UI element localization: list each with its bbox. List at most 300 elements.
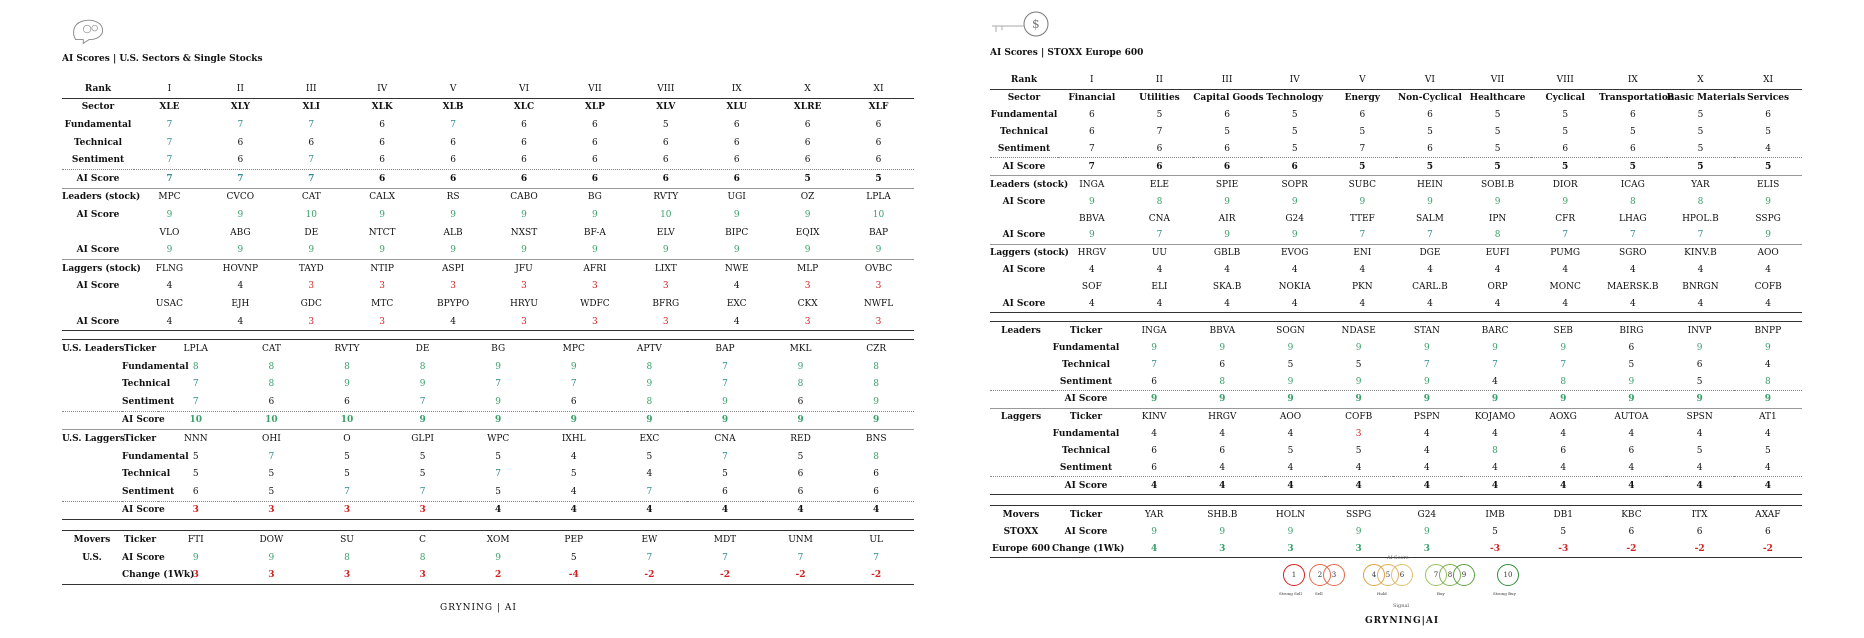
row-label: AI Score [122, 411, 158, 430]
row-label: Fundamental [122, 361, 189, 372]
cell-ai_score: 7 [276, 169, 347, 188]
cell-g_tickers: COFB [1345, 412, 1373, 423]
cell-usl_tickers: APTV [636, 344, 662, 355]
cell-laggers2_score: 4 [205, 313, 276, 331]
cell-technical: 6 [521, 137, 527, 148]
cell-usg_sentiment: 7 [612, 483, 688, 501]
blank-cell [62, 448, 122, 466]
cell-g_technical: 6 [1560, 446, 1567, 457]
row-label: Fundamental [64, 119, 132, 130]
cell-leaders2_score: 9 [134, 241, 205, 259]
cell-ranks: XI [843, 80, 914, 98]
cell-l_tickers: BBVA [1209, 325, 1236, 336]
cell-sentiment: 5 [1667, 141, 1735, 158]
cell-ranks: VI [1396, 72, 1464, 89]
cell-mov_tickers: HOLN [1275, 509, 1306, 520]
cell-leaders1: SOBI.B [1480, 179, 1515, 190]
cell-leaders1: CAT [301, 192, 321, 203]
table-row [62, 448, 914, 466]
cell-technical: 7 [1156, 127, 1163, 138]
cell-l_fundamental: 9 [1696, 342, 1703, 353]
table-row [62, 430, 914, 448]
cell-usg_sentiment: 6 [763, 483, 839, 501]
table-row [990, 279, 1802, 296]
cell-mov_ai: 9 [1151, 526, 1157, 537]
cell-g_fundamental: 4 [1628, 429, 1635, 440]
cell-ai_score: 6 [1193, 158, 1261, 176]
cell-usl_technical: 8 [797, 379, 804, 390]
cell-ai_score: 5 [1396, 158, 1464, 176]
cell-mov_change: 3 [1256, 540, 1324, 557]
blank-cell [62, 358, 122, 376]
cell-sectors: Basic Materials [1666, 93, 1746, 104]
cell-usl_technical: 7 [495, 379, 502, 390]
cell-laggers1: KINV.B [1684, 248, 1717, 259]
cell-mov_tickers: SSPG [1345, 509, 1372, 520]
cell-usg_tickers: RED [790, 434, 811, 445]
cell-leaders2: ALB [443, 227, 463, 238]
cell-laggers2_score: 4 [1261, 296, 1329, 313]
cell-leaders1_score: 9 [166, 209, 173, 220]
cell-usl_ai: 9 [763, 411, 839, 430]
cell-laggers1: UU [1151, 248, 1168, 259]
cell-leaders1_score: 9 [1291, 196, 1298, 207]
blank-cell [62, 295, 134, 313]
cell-technical: 6 [237, 137, 244, 148]
cell-usg_tickers: IXHL [561, 434, 586, 445]
cell-g_fundamental: 4 [1492, 429, 1498, 440]
blank-cell [62, 411, 122, 430]
cell-ai_score: 6 [347, 169, 418, 188]
cell-mov_tickers: UL [869, 535, 883, 546]
cell-l_ai: 9 [1666, 391, 1734, 409]
europe-panel [990, 10, 1802, 558]
cell-ai_score: 5 [772, 169, 843, 188]
cell-usg_tickers: GLPI [411, 434, 434, 445]
cell-usg_ai: 4 [536, 501, 612, 520]
cell-l_fundamental: 9 [1423, 342, 1430, 353]
row-label: Laggers (stock) [62, 263, 141, 274]
cell-technical: 5 [1291, 127, 1298, 138]
legend-signal: Signal [1393, 603, 1410, 609]
cell-leaders2: BBVA [1079, 213, 1105, 224]
cell-mov_change: 3 [234, 566, 310, 584]
cell-usl_ai: 9 [838, 411, 914, 430]
movers-label: Movers [1002, 509, 1040, 520]
cell-g_sentiment: 4 [1256, 460, 1324, 477]
cell-usg_sentiment: 6 [838, 483, 914, 501]
cell-mov_ai: 7 [797, 552, 804, 563]
cell-technical: 5 [1765, 127, 1771, 138]
cell-mov_ai: 5 [1560, 526, 1567, 537]
cell-ai_score: 6 [1126, 158, 1194, 176]
cell-technical: 6 [733, 137, 740, 148]
cell-g_tickers: PSPN [1413, 412, 1440, 423]
row-label: AI Score [62, 313, 134, 331]
cell-usg_sentiment: 6 [158, 483, 234, 501]
cell-mov_change: 3 [158, 566, 234, 584]
cell-sentiment: 7 [276, 151, 347, 169]
cell-ranks: V [418, 80, 489, 98]
cell-ai_score: 7 [134, 169, 205, 188]
cell-technical: 6 [804, 137, 811, 148]
cell-mov_ai: 7 [873, 552, 880, 563]
row-label: Fundamental [122, 451, 189, 462]
cell-leaders2_score: 9 [701, 241, 772, 259]
cell-ranks: V [1329, 72, 1397, 89]
cell-leaders1_score: 10 [872, 209, 885, 220]
cell-fundamental: 6 [1088, 110, 1095, 121]
cell-technical: 6 [1088, 127, 1095, 138]
cell-leaders1: CALX [369, 192, 396, 203]
cell-laggers2: EJH [231, 298, 250, 309]
cell-leaders1_score: 9 [1427, 196, 1433, 207]
movers-sub-label: U.S. [82, 552, 102, 563]
cell-ranks: X [1667, 72, 1735, 89]
us-sector-table [62, 80, 914, 331]
cell-fundamental: 6 [379, 119, 386, 130]
cell-laggers2: BFRG [652, 298, 680, 309]
row-label: Change (1Wk) [1052, 540, 1120, 557]
cell-l_fundamental: 9 [1560, 342, 1567, 353]
cell-ai_score: 5 [1599, 158, 1667, 176]
cell-laggers2_score: 4 [1058, 296, 1126, 313]
cell-fundamental: 6 [875, 119, 882, 130]
cell-leaders1: RS [446, 192, 460, 203]
row-label: Rank [990, 72, 1058, 89]
cell-fundamental: 5 [662, 119, 669, 130]
cell-g_tickers: SPSN [1686, 412, 1713, 423]
table-row [62, 483, 914, 501]
cell-laggers2_score: 3 [489, 313, 560, 331]
legend-label: Strong Buy [1493, 591, 1516, 596]
cell-sentiment: 6 [843, 151, 914, 169]
cell-usl_sentiment: 6 [763, 393, 839, 411]
cell-g_tickers: AOXG [1549, 412, 1577, 423]
cell-ai_score: 5 [1464, 158, 1532, 176]
cell-leaders2: DE [304, 227, 319, 238]
table-row [990, 296, 1802, 313]
legend-circle: 10 [1497, 564, 1519, 586]
movers-label: Movers [73, 535, 111, 546]
cell-leaders2: CFR [1555, 213, 1576, 224]
cell-sectors: Transportation [1599, 93, 1675, 104]
cell-laggers1_score: 3 [308, 281, 315, 292]
cell-leaders2_score: 9 [630, 241, 701, 259]
cell-fundamental: 6 [1427, 110, 1433, 121]
table-row [990, 176, 1802, 193]
cell-laggers1_score: 4 [1697, 265, 1704, 276]
cell-l_tickers: STAN [1413, 325, 1440, 336]
cell-leaders1: CVCO [226, 192, 255, 203]
table-row [990, 523, 1802, 540]
row-label: AI Score [1052, 391, 1120, 409]
cell-usl_sentiment: 8 [612, 393, 688, 411]
cell-leaders2: BIPC [725, 227, 749, 238]
movers-sub-label [62, 566, 122, 584]
cell-l_sentiment: 9 [1597, 373, 1665, 390]
row-label: Sector [1007, 93, 1041, 104]
cell-usg_sentiment: 5 [460, 483, 536, 501]
cell-l_sentiment: 4 [1461, 373, 1529, 390]
table-row [62, 295, 914, 313]
cell-laggers1: JFU [515, 263, 533, 274]
row-label: Ticker [1069, 509, 1103, 520]
cell-leaders2: VLO [159, 227, 180, 238]
table-row [990, 107, 1802, 124]
legend-title: AI Score [1387, 555, 1409, 561]
cell-g_tickers: HRGV [1208, 412, 1237, 423]
cell-laggers1: SGRO [1619, 248, 1647, 259]
cell-g_ai: 4 [1461, 477, 1529, 495]
cell-sentiment: 6 [559, 151, 630, 169]
cell-laggers2: CKX [797, 298, 818, 309]
cell-sentiment: 6 [1599, 141, 1667, 158]
cell-usl_technical: 9 [646, 379, 653, 390]
table-row [62, 224, 914, 242]
table-row [990, 72, 1802, 89]
cell-usl_sentiment: 7 [158, 393, 234, 411]
cell-g_fundamental: 4 [1560, 429, 1567, 440]
cell-ranks: VII [559, 80, 630, 98]
cell-g_technical: 6 [1151, 446, 1157, 457]
cell-ai_score: 6 [701, 169, 772, 188]
cell-mov_ai: 9 [192, 552, 199, 563]
cell-l_fundamental: 9 [1764, 342, 1771, 353]
cell-leaders1: HEIN [1417, 179, 1443, 190]
cell-leaders1_score: 9 [804, 209, 811, 220]
cell-mov_tickers: EW [641, 535, 658, 546]
table-row [990, 210, 1802, 227]
row-label: Leaders (stock) [990, 179, 1069, 190]
cell-technical: 6 [450, 137, 456, 148]
cell-fundamental: 6 [521, 119, 527, 130]
cell-fundamental: 7 [166, 119, 173, 130]
table-row [62, 134, 914, 152]
cell-usl_fundamental: 8 [344, 361, 350, 372]
cell-sentiment: 6 [1126, 141, 1194, 158]
cell-leaders2_score: 7 [1667, 227, 1735, 244]
table-row [990, 244, 1802, 261]
cell-leaders2: NTCT [368, 227, 396, 238]
cell-mov_change: 3 [1188, 540, 1256, 557]
cell-l_ai: 9 [1393, 391, 1461, 409]
row-label: AI Score [62, 169, 134, 188]
cell-laggers2_score: 3 [772, 313, 843, 331]
cell-g_fundamental: 3 [1355, 429, 1362, 440]
cell-ai_score: 6 [1261, 158, 1329, 176]
europe-sector-table [990, 72, 1802, 313]
cell-sentiment: 5 [1261, 141, 1329, 158]
cell-sentiment: 6 [1531, 141, 1599, 158]
cell-g_sentiment: 4 [1597, 460, 1665, 477]
row-label: Ticker [1069, 412, 1103, 423]
cell-fundamental: 6 [1629, 110, 1636, 121]
table-row [62, 188, 914, 206]
cell-sentiment: 6 [347, 151, 418, 169]
cell-usg_technical: 5 [722, 469, 728, 480]
cell-l_technical: 4 [1764, 359, 1771, 370]
cell-technical: 6 [308, 137, 315, 148]
cell-mov_ai: 9 [495, 552, 502, 563]
cell-usl_ai: 10 [309, 411, 385, 430]
cell-sentiment: 6 [1396, 141, 1464, 158]
legend-circle: 2 [1309, 564, 1331, 586]
cell-g_ai: 4 [1597, 477, 1665, 495]
cell-laggers1_score: 3 [662, 281, 669, 292]
cell-l_tickers: INGA [1141, 325, 1167, 336]
cell-laggers1_score: 4 [1629, 265, 1636, 276]
table-row [62, 259, 914, 277]
cell-laggers2: COFB [1754, 282, 1782, 293]
cell-usl_fundamental: 8 [646, 361, 653, 372]
cell-usl_fundamental: 8 [192, 361, 199, 372]
cell-usl_fundamental: 9 [797, 361, 804, 372]
cell-leaders1: UGI [727, 192, 746, 203]
cell-ai_score: 6 [630, 169, 701, 188]
cell-usl_technical: 8 [268, 379, 275, 390]
row-label: Technical [73, 137, 123, 148]
cell-usl_technical: 8 [873, 379, 880, 390]
table-row [62, 313, 914, 331]
cell-usg_sentiment: 4 [536, 483, 612, 501]
block-label: U.S. Leaders [62, 344, 125, 355]
cell-technical: 5 [1494, 127, 1501, 138]
cell-l_fundamental: 6 [1628, 342, 1635, 353]
cell-laggers1_score: 3 [379, 281, 386, 292]
cell-sentiment: 7 [1058, 141, 1126, 158]
cell-usl_sentiment: 6 [309, 393, 385, 411]
cell-l_sentiment: 6 [1120, 373, 1188, 390]
cell-usl_tickers: BAP [715, 344, 735, 355]
cell-leaders2_score: 9 [418, 241, 489, 259]
cell-sectors: XLF [868, 102, 889, 113]
cell-usl_tickers: MKL [789, 344, 812, 355]
cell-l_technical: 6 [1219, 359, 1226, 370]
blank-cell [990, 279, 1058, 296]
cell-usl_ai: 9 [385, 411, 461, 430]
cell-usg_ai: 4 [460, 501, 536, 520]
row-label: Laggers (stock) [990, 248, 1069, 259]
cell-technical: 6 [662, 137, 669, 148]
cell-ranks: IV [347, 80, 418, 98]
cell-usl_ai: 9 [687, 411, 763, 430]
cell-usl_fundamental: 8 [873, 361, 880, 372]
cell-usl_tickers: LPLA [183, 344, 209, 355]
block-label: U.S. Laggers [62, 434, 125, 445]
row-label: Sentiment [990, 141, 1058, 158]
cell-leaders1_score: 9 [1088, 196, 1095, 207]
row-label: AI Score [1052, 477, 1120, 495]
table-row [990, 193, 1802, 210]
cell-leaders2_score: 9 [559, 241, 630, 259]
cell-leaders2: SSPG [1755, 213, 1781, 224]
cell-ranks: I [134, 80, 205, 98]
cell-fundamental: 5 [1494, 110, 1501, 121]
row-label: Technical [999, 127, 1049, 138]
cell-laggers1_score: 4 [1765, 265, 1771, 276]
table-row [62, 501, 914, 520]
cell-laggers1: NWE [724, 263, 749, 274]
cell-sectors: XLP [584, 102, 605, 113]
cell-leaders2_score: 7 [1396, 227, 1464, 244]
cell-sentiment: 4 [1734, 141, 1802, 158]
cell-sectors: XLV [656, 102, 676, 113]
cell-leaders2_score: 7 [1329, 227, 1397, 244]
blank-cell [990, 373, 1052, 390]
cell-l_ai: 9 [1734, 391, 1802, 409]
row-label: Sentiment [1052, 373, 1120, 390]
cell-sectors: Energy [1344, 93, 1381, 104]
cell-mov_change: -2 [838, 566, 914, 584]
brain-logo-icon [70, 16, 108, 46]
cell-laggers1_score: 3 [592, 281, 598, 292]
cell-sectors: Financial [1068, 93, 1116, 104]
cell-ranks: II [1126, 72, 1194, 89]
row-label: AI Score [122, 552, 165, 563]
cell-l_ai: 9 [1325, 391, 1393, 409]
cell-laggers1_score: 4 [1359, 265, 1366, 276]
cell-sectors: XLRE [793, 102, 822, 113]
cell-usl_tickers: CZR [866, 344, 887, 355]
cell-laggers2_score: 4 [418, 313, 489, 331]
cell-laggers1: HOVNP [222, 263, 259, 274]
cell-ai_score: 6 [489, 169, 560, 188]
cell-usg_ai: 3 [385, 501, 461, 520]
cell-leaders2: BAP [868, 227, 889, 238]
cell-sentiment: 7 [134, 151, 205, 169]
cell-mov_tickers: ITX [1691, 509, 1708, 520]
cell-fundamental: 5 [1156, 110, 1163, 121]
cell-mov_tickers: IMB [1485, 509, 1505, 520]
cell-usl_fundamental: 8 [268, 361, 275, 372]
row-label: Ticker [1069, 325, 1103, 336]
page-title: AI Scores | U.S. Sectors & Single Stocks [62, 54, 263, 64]
cell-laggers1: EUFI [1485, 248, 1510, 259]
cell-sentiment: 6 [489, 151, 560, 169]
cell-mov_change: -3 [1461, 540, 1529, 557]
cell-mov_change: -2 [687, 566, 763, 584]
cell-mov_ai: 9 [1219, 526, 1226, 537]
cell-g_technical: 8 [1492, 446, 1498, 457]
cell-g_fundamental: 4 [1696, 429, 1703, 440]
cell-usl_technical: 7 [570, 379, 577, 390]
cell-l_sentiment: 9 [1325, 373, 1393, 390]
cell-g_ai: 4 [1734, 477, 1802, 495]
cell-sectors: XLU [726, 102, 748, 113]
cell-usg_sentiment: 5 [234, 483, 310, 501]
cell-sentiment: 6 [205, 151, 276, 169]
row-label: Sentiment [122, 483, 158, 501]
cell-mov_change: -2 [612, 566, 688, 584]
row-label: Technical [1061, 446, 1111, 457]
cell-l_technical: 5 [1287, 359, 1294, 370]
cell-mov_ai: 6 [1764, 526, 1771, 537]
cell-ai_score: 5 [1531, 158, 1599, 176]
cell-usg_tickers: O [343, 434, 351, 445]
row-label: Fundamental [1052, 342, 1120, 353]
table-row [990, 408, 1802, 425]
movers-sub-label: STOXX [1003, 526, 1039, 537]
legend-label: Hold [1377, 591, 1387, 596]
cell-leaders1: INGA [1079, 179, 1105, 190]
legend-circle: 4 [1363, 564, 1385, 586]
cell-leaders1: SOPR [1281, 179, 1308, 190]
cell-usl_fundamental: 9 [495, 361, 502, 372]
cell-leaders1_score: 9 [592, 209, 598, 220]
cell-usl_technical: 7 [722, 379, 728, 390]
blank-cell [990, 477, 1052, 495]
